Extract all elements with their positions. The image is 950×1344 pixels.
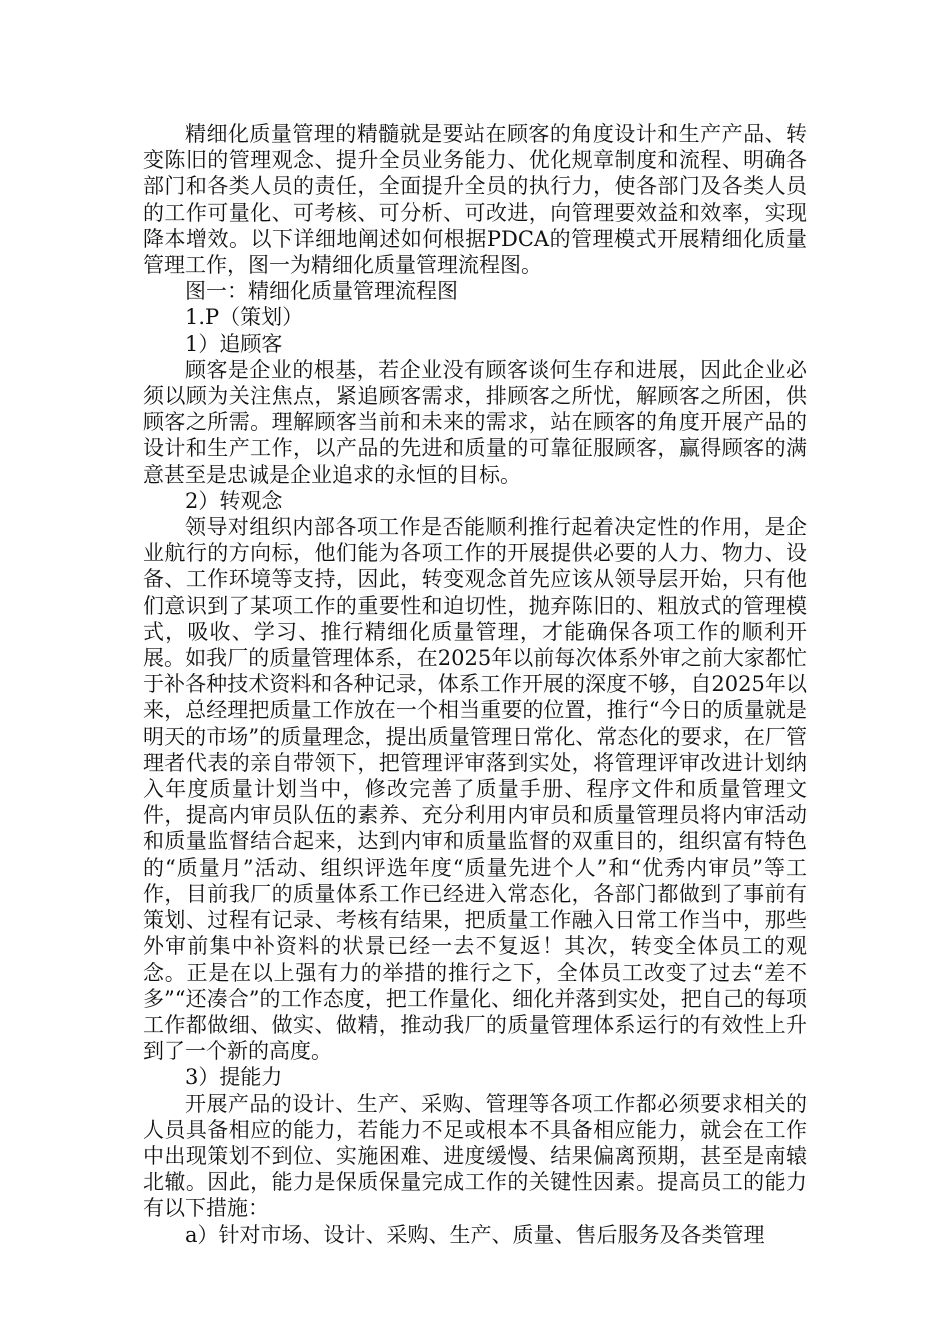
capability-paragraph: 开展产品的设计、生产、采购、管理等各项工作都必须要求相关的人员具备相应的能力，若能力不足或根本不具备相应能力，就会在工作中出现策划不到位、实施困难、进度缓慢、结果偏离预期，甚至是南辕北辙。因此，能力是保质保量完成工作的关键性因素。提高员工的能力有以下措施： xyxy=(143,1091,807,1221)
section-heading-plan: 1.P（策划） xyxy=(185,305,304,330)
customer-paragraph: 顾客是企业的根基，若企业没有顾客谈何生存和进展，因此企业必须以顾为关注焦点，紧追顾客需求，排顾客之所忧，解顾客之所困，供顾客之所需。理解顾客当前和未来的需求，站在顾客的角度开展产品的设计和生产工作，以产品的先进和质量的可靠征服顾客，赢得顾客的满意甚至是忠诚是企业追求的永恒的目标。 xyxy=(143,357,807,487)
subheading-capability: 3）提能力 xyxy=(185,1065,283,1090)
document-body xyxy=(143,121,807,1248)
subheading-concept: 2）转观念 xyxy=(185,488,283,513)
list-item-a: a）针对市场、设计、采购、生产、质量、售后服务及各类管理 xyxy=(185,1222,765,1247)
subheading-customer: 1）追顾客 xyxy=(185,331,283,356)
concept-paragraph: 领导对组织内部各项工作是否能顺利推行起着决定性的作用，是企业航行的方向标，他们能为各项工作的开展提供必要的人力、物力、设备、工作环境等支持，因此，转变观念首先应该从领导层开始，只有他们意识到了某项工作的重要性和迫切性，抛弃陈旧的、粗放式的管理模式，吸收、学习、推行精细化质量管理，才能确保各项工作的顺利开展。如我厂的质量管理体系，在2025年以前每次体系外审之前大家都忙于补各种技术资料和各种记录，体系工作开展的深度不够，自2025年以来，总经理把质量工作放在一个相当重要的位置，推行“今日的质量就是明天的市场”的质量理念，提出质量管理日常化、常态化的要求，在厂管理者代表的亲自带领下，把管理评审落到实处，将管理评审改进计划纳入年度质量计划当中，修改完善了质量手册、程序文件和质量管理文件，提高内审员队伍的素养、充分利用内审员和质量管理员将内审活动和质量监督结合起来，达到内审和质量监督的双重目的，组织富有特色的“质量月”活动、组织评选年度“质量先进个人”和“优秀内审员”等工作，目前我厂的质量体系工作已经进入常态化，各部门都做到了事前有策划、过程有记录、考核有结果，把质量工作融入日常工作当中，那些外审前集中补资料的状景已经一去不复返！其次，转变全体员工的观念。正是在以上强有力的举措的推行之下，全体员工改变了过去“差不多”“还凑合”的工作态度，把工作量化、细化并落到实处，把自己的每项工作都做细、做实、做精，推动我厂的质量管理体系运行的有效性上升到了一个新的高度。 xyxy=(143,515,807,1064)
figure-caption: 图一：精细化质量管理流程图 xyxy=(185,279,458,304)
intro-paragraph: 精细化质量管理的精髓就是要站在顾客的角度设计和生产产品、转变陈旧的管理观念、提升全员业务能力、优化规章制度和流程、明确各部门和各类人员的责任，全面提升全员的执行力，使各部门及各类人员的工作可量化、可考核、可分析、可改进，向管理要效益和效率，实现降本增效。以下详细地阐述如何根据PDCA的管理模式开展精细化质量管理工作，图一为精细化质量管理流程图。 xyxy=(143,122,807,278)
